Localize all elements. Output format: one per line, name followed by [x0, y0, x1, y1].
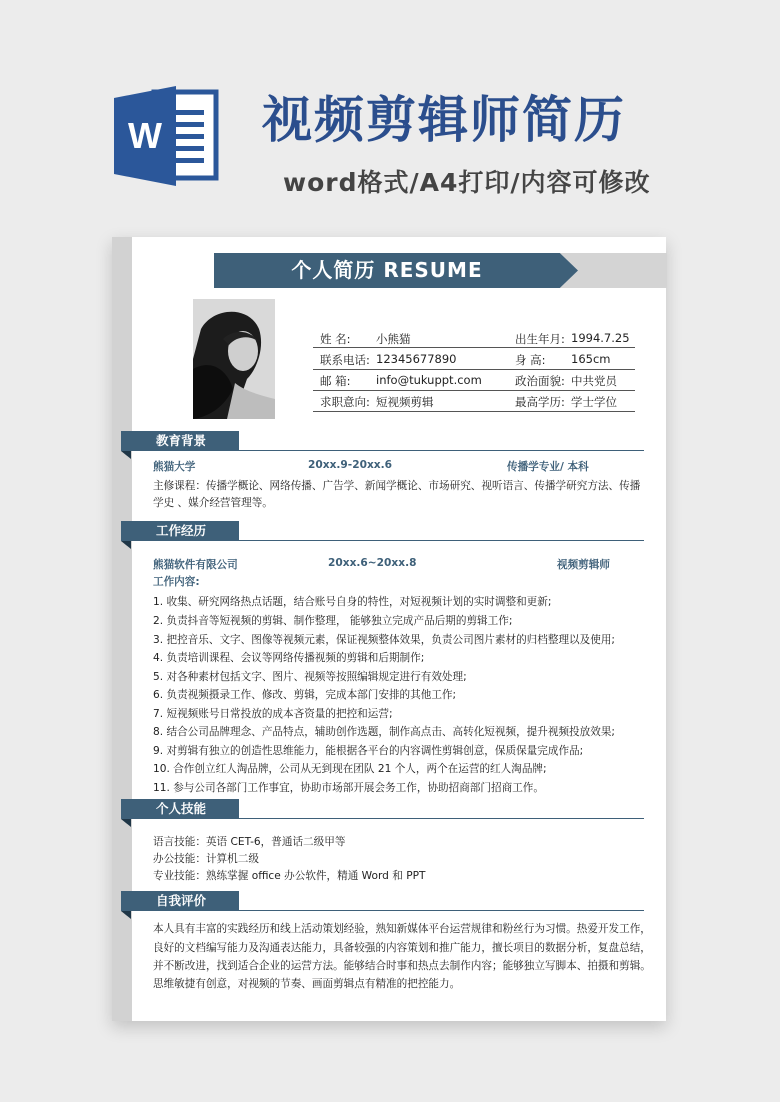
- section-notch: [121, 819, 131, 827]
- info-value-objective: 短视频剪辑: [376, 395, 434, 409]
- info-value-politics: 中共党员: [571, 374, 617, 388]
- section-notch: [121, 541, 131, 549]
- self-eval-line: 本人具有丰富的实践经历和线上活动策划经验，熟知新媒体平台运营规律和粉丝行为习惯。热爱开发工作，: [153, 923, 651, 935]
- info-value-degree: 学士学位: [571, 395, 617, 409]
- info-label-birth: 出生年月:: [515, 332, 565, 346]
- section-title-skills: 个人技能: [156, 801, 207, 816]
- education-courses-line: 主修课程：传播学概论、网络传播、广告学、新闻学概论、市场研究、视听语言、传播学研究方法、传播: [153, 480, 641, 492]
- section-title-self-eval: 自我评价: [156, 893, 207, 908]
- info-divider: [313, 390, 635, 391]
- info-value-birth: 1994.7.25: [571, 331, 630, 345]
- work-item: 3. 把控音乐、文字、图像等视频元素，保证视频整体效果，负责公司图片素材的归档整理以及使用;: [153, 634, 615, 646]
- work-item: 4. 负责培训课程、会议等网络传播视频的剪辑和后期制作;: [153, 652, 425, 664]
- section-rule: [239, 910, 644, 911]
- work-item: 11. 参与公司各部门工作事宜，协助市场部开展会务工作，协助招商部门招商工作。: [153, 782, 544, 794]
- work-position: 视频剪辑师: [557, 559, 610, 571]
- info-divider: [313, 369, 635, 370]
- work-item: 1. 收集、研究网络热点话题，结合账号自身的特性，对短视频计划的实时调整和更新;: [153, 596, 552, 608]
- info-label-email: 邮 箱:: [320, 374, 351, 388]
- section-title-work: 工作经历: [156, 523, 207, 538]
- skill-item: 办公技能：计算机二级: [153, 853, 259, 865]
- info-value-name: 小熊猫: [376, 332, 411, 346]
- work-company: 熊猫软件有限公司: [153, 559, 238, 571]
- work-item: 5. 对各种素材包括文字、图片、视频等按照编辑规定进行有效处理;: [153, 671, 467, 683]
- self-eval-line: 思维敏捷有创意，对视频的节奏、画面剪辑点有精准的把控能力。: [153, 978, 461, 990]
- work-content-label: 工作内容:: [153, 576, 200, 588]
- info-value-email: info@tukuppt.com: [376, 373, 482, 387]
- info-label-politics: 政治面貌:: [515, 374, 565, 388]
- section-rule: [239, 818, 644, 819]
- education-courses-line: 学史 、媒介经营管理等。: [153, 497, 273, 509]
- info-label-objective: 求职意向:: [320, 395, 370, 409]
- work-period: 20xx.6~20xx.8: [328, 557, 417, 569]
- education-period: 20xx.9-20xx.6: [308, 459, 393, 471]
- work-item: 8. 结合公司品牌理念、产品特点，辅助创作选题，制作高点击、高转化短视频，提升视频投放效果;: [153, 726, 615, 738]
- info-value-phone: 12345677890: [376, 352, 457, 366]
- work-item: 9. 对剪辑有独立的创造性思维能力，能根据各平台的内容调性剪辑创意，保质保量完成作品;: [153, 745, 584, 757]
- work-item: 6. 负责视频摄录工作、修改、剪辑，完成本部门安排的其他工作;: [153, 689, 457, 701]
- page-title: 视频剪辑师简历: [262, 91, 626, 149]
- info-label-degree: 最高学历:: [515, 395, 565, 409]
- info-value-height: 165cm: [571, 352, 611, 366]
- work-item: 7. 短视频账号日常投放的成本吝资量的把控和运营;: [153, 708, 393, 720]
- education-school: 熊猫大学: [153, 461, 196, 473]
- section-title-education: 教育背景: [156, 433, 207, 448]
- self-eval-line: 良好的文档编写能力及沟通表达能力，具备较强的内容策划和推广能力，擅长项目的数据分析，复盘总结，: [153, 942, 651, 954]
- section-rule: [239, 450, 644, 451]
- education-major: 传播学专业/ 本科: [507, 461, 589, 473]
- word-logo-letter: W: [128, 115, 162, 156]
- info-label-height: 身 高:: [515, 353, 546, 367]
- section-notch: [121, 911, 131, 919]
- section-rule: [239, 540, 644, 541]
- info-label-name: 姓 名:: [320, 332, 351, 346]
- self-eval-line: 并不断改进，找到适合企业的运营方法。能够结合时事和热点去制作内容；能够独立写脚本、拍摄和剪辑。: [153, 960, 651, 972]
- work-item: 2. 负责抖音等短视频的剪辑、制作整理， 能够独立完成产品后期的剪辑工作;: [153, 615, 513, 627]
- info-label-phone: 联系电话:: [320, 353, 370, 367]
- page-subtitle: word格式/A4打印/内容可修改: [283, 168, 651, 197]
- work-item: 10. 合作创立红人淘品牌，公司从无到现在团队 21 个人，两个在运营的红人淘品牌;: [153, 763, 547, 775]
- profile-photo: [193, 299, 275, 419]
- resume-heading: 个人简历 RESUME: [291, 258, 483, 282]
- info-divider: [313, 347, 635, 348]
- word-logo-icon: [110, 84, 226, 188]
- section-notch: [121, 451, 131, 459]
- skill-item: 语言技能：英语 CET-6，普通话二级甲等: [153, 836, 346, 848]
- info-divider: [313, 411, 635, 412]
- skill-item: 专业技能：熟练掌握 office 办公软件，精通 Word 和 PPT: [153, 870, 426, 882]
